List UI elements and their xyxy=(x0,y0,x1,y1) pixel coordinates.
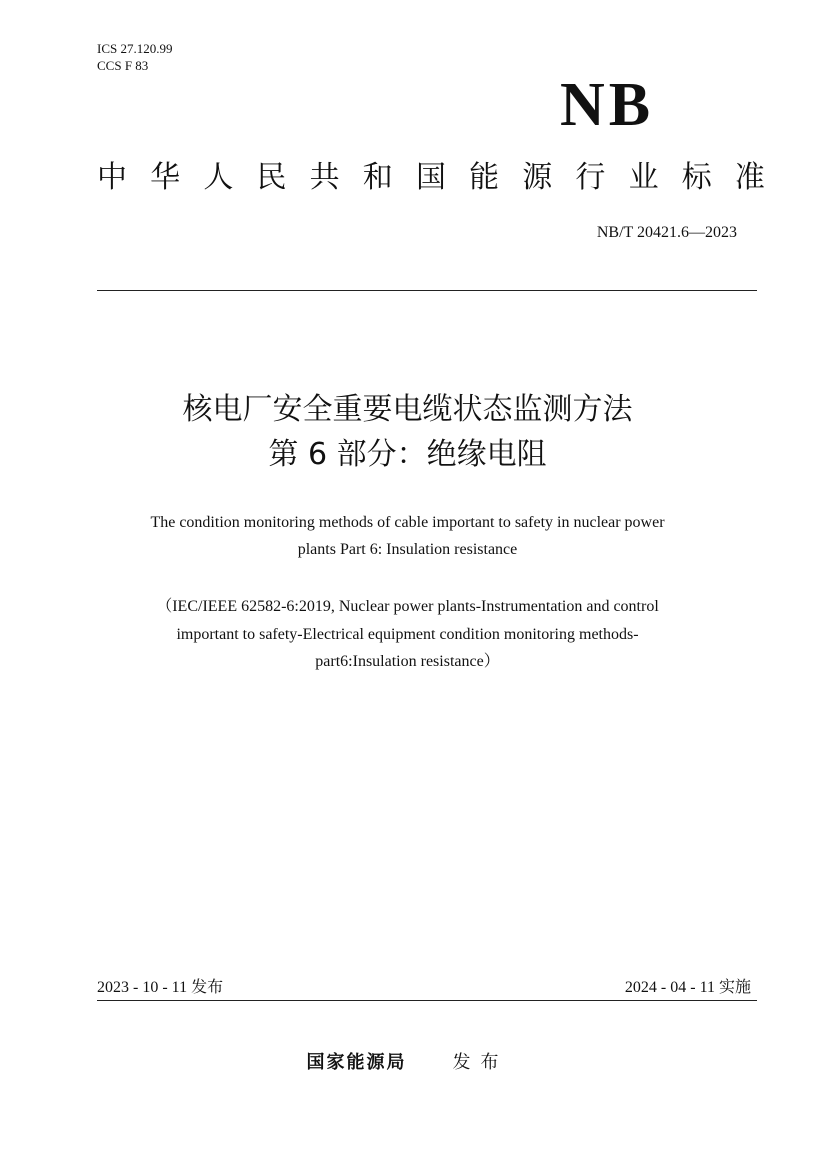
standard-type-char: 中 xyxy=(97,160,127,195)
standard-number: NB/T 20421.6—2023 xyxy=(596,224,737,241)
standard-type-char: 民 xyxy=(256,160,287,195)
ics-code: ICS 27.120.99 xyxy=(97,41,173,56)
chinese-title-line-1: 核电厂安全重要电缆状态监测方法 xyxy=(182,392,633,427)
iec-reference-line-2: important to safety-Electrical equipment condition monitoring methods- xyxy=(176,626,639,643)
chinese-title-line-2: 第 6 部分：绝缘电阻 xyxy=(268,437,547,472)
iec-reference-line-3: part6:Insulation resistance） xyxy=(315,653,500,670)
english-title-line-2: plants Part 6: Insulation resistance xyxy=(297,541,518,558)
effective-date: 2024 - 04 - 11 实施 xyxy=(624,979,751,996)
standard-type-char: 标 xyxy=(681,160,712,195)
standard-type-char: 和 xyxy=(362,160,393,195)
classification-codes xyxy=(97,40,172,74)
standard-type-title xyxy=(97,158,765,198)
publisher-name: 国家能源局 xyxy=(306,1052,407,1073)
standard-type-char: 行 xyxy=(575,160,606,195)
standard-type-char: 源 xyxy=(522,160,553,195)
standard-type-char: 准 xyxy=(734,160,765,195)
standard-type-char: 人 xyxy=(203,160,234,195)
ccs-code: CCS F 83 xyxy=(97,58,149,73)
top-divider xyxy=(97,290,757,291)
bottom-divider xyxy=(97,1000,757,1001)
standard-type-char: 国 xyxy=(415,160,446,195)
iec-reference-line-1: （IEC/IEEE 62582-6:2019, Nuclear power plants-Instrumentation and control xyxy=(156,598,659,615)
publish-date: 2023 - 10 - 11 发布 xyxy=(97,979,224,996)
publisher-label: 发布 xyxy=(452,1052,509,1073)
standard-type-char: 共 xyxy=(309,160,340,195)
standard-type-char: 能 xyxy=(469,160,500,195)
standard-type-char: 业 xyxy=(628,160,659,195)
english-title-line-1: The condition monitoring methods of cable important to safety in nuclear power xyxy=(150,514,665,531)
standard-type-char: 华 xyxy=(150,160,181,195)
publisher-line xyxy=(0,1048,815,1074)
nb-logo: NB xyxy=(560,71,655,139)
